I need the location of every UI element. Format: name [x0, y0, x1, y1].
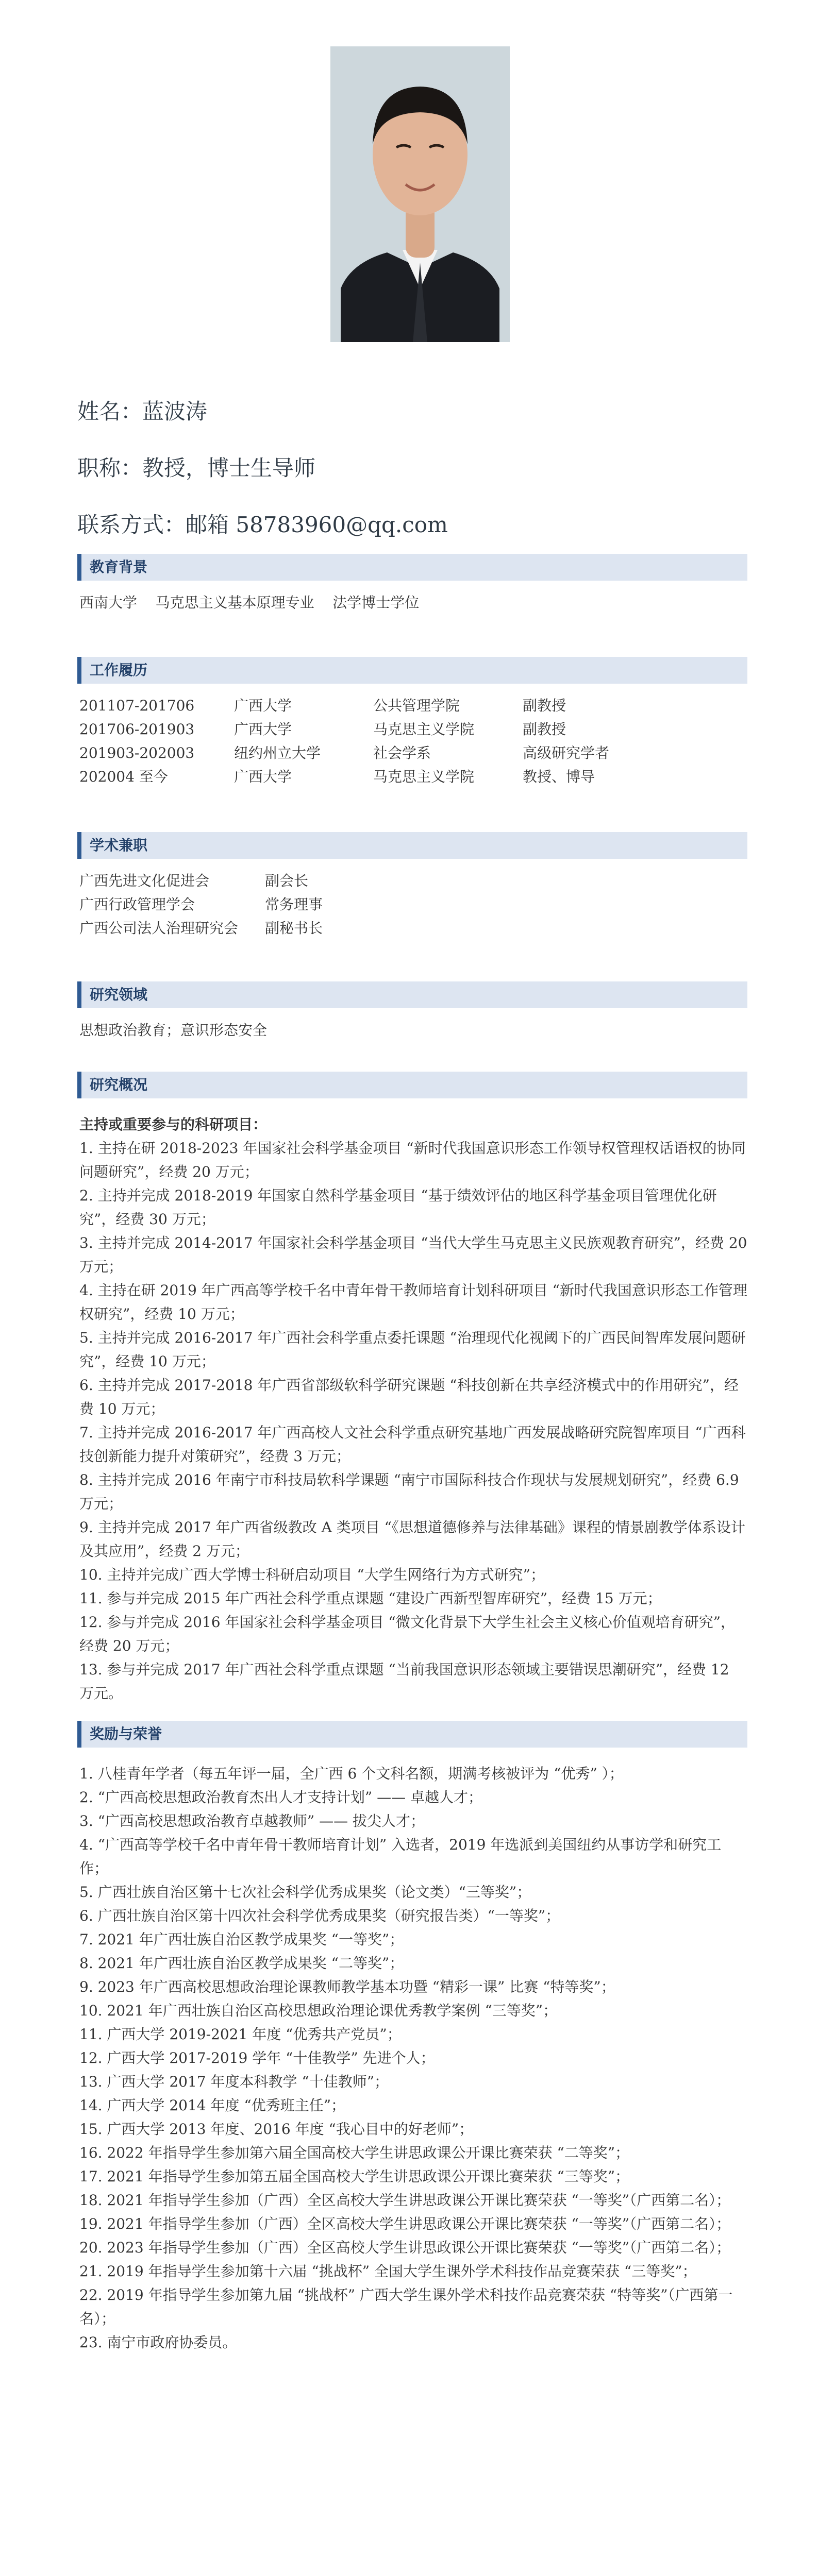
work-row: [79, 765, 747, 789]
award-item: 14. 广西大学 2014 年度 “优秀班主任”；: [79, 2097, 346, 2114]
work-position: 高级研究学者: [523, 744, 610, 761]
work-institution: 广西大学: [234, 721, 292, 738]
project-item: 11. 参与并完成 2015 年广西社会科学重点课题 “建设广西新型智库研究”，经费 15 万元；: [79, 1590, 662, 1607]
project-item: 6. 主持并完成 2017-2018 年广西省部级软科学研究课题 “科技创新在共享经济模式中的作用研究”，经费 10 万元；: [79, 1377, 739, 1417]
awards-section: [77, 1721, 747, 2354]
award-item: 5. 广西壮族自治区第十七次社会科学优秀成果奖（论文类）“三等奖”；: [79, 1884, 531, 1901]
award-item: 22. 2019 年指导学生参加第九届 “挑战杯” 广西大学生课外学术科技作品竞赛荣获 “特等奖”（广西第一名）；: [79, 2286, 733, 2327]
work-department: 马克思主义学院: [373, 768, 475, 785]
work-period: 202004 至今: [79, 768, 168, 785]
academic-section: [77, 832, 747, 940]
award-item: 8. 2021 年广西壮族自治区教学成果奖 “二等奖”；: [79, 1955, 404, 1972]
work-position: 副教授: [523, 697, 566, 714]
project-item: 8. 主持并完成 2016 年南宁市科技局软科学课题 “南宁市国际科技合作现状与发展规划研究”，经费 6.9 万元；: [79, 1471, 739, 1512]
award-item: 9. 2023 年广西高校思想政治理论课教师教学基本功暨 “精彩一课” 比赛 “特等奖”；: [79, 1978, 615, 1995]
field-text: 思想政治教育；意识形态安全: [79, 1022, 268, 1039]
work-row: [79, 694, 747, 718]
basic-info: [77, 397, 448, 567]
education-text: 西南大学 马克思主义基本原理专业 法学博士学位: [79, 594, 420, 611]
academic-org: 广西行政管理学会: [79, 896, 195, 913]
academic-role: 常务理事: [265, 896, 323, 913]
project-item: 9. 主持并完成 2017 年广西省级教改 A 类项目 “《思想道德修养与法律基础》课程的情景剧教学体系设计及其应用”，经费 2 万元；: [79, 1519, 745, 1560]
profile-photo: [330, 46, 510, 342]
award-item: 6. 广西壮族自治区第十四次社会科学优秀成果奖（研究报告类）“一等奖”；: [79, 1907, 560, 1924]
award-item: 19. 2021 年指导学生参加（广西）全区高校大学生讲思政课公开课比赛荣获 “一等奖”（广西第二名）；: [79, 2215, 731, 2232]
project-item: 12. 参与并完成 2016 年国家社会科学基金项目 “微文化背景下大学生社会主义核心价值观培育研究”，经费 20 万元；: [79, 1614, 736, 1654]
award-item: 23. 南宁市政府协委员。: [79, 2334, 237, 2351]
award-item: 11. 广西大学 2019-2021 年度 “优秀共产党员”；: [79, 2026, 402, 2043]
projects-header: 研究概况: [77, 1072, 747, 1098]
name-line: 姓名：蓝波涛: [77, 399, 208, 424]
awards-header: 奖励与荣誉: [77, 1721, 747, 1748]
work-department: 公共管理学院: [373, 697, 460, 714]
award-item: 18. 2021 年指导学生参加（广西）全区高校大学生讲思政课公开课比赛荣获 “一等奖”（广西第二名）；: [79, 2192, 731, 2209]
award-item: 17. 2021 年指导学生参加第五届全国高校大学生讲思政课公开课比赛荣获 “三等奖”；: [79, 2168, 630, 2185]
project-item: 3. 主持并完成 2014-2017 年国家社会科学基金项目 “当代大学生马克思主义民族观教育研究”，经费 20 万元；: [79, 1234, 747, 1275]
work-department: 马克思主义学院: [373, 721, 475, 738]
academic-org: 广西公司法人治理研究会: [79, 920, 239, 937]
award-item: 16. 2022 年指导学生参加第六届全国高校大学生讲思政课公开课比赛荣获 “二等奖”；: [79, 2144, 630, 2161]
academic-row: [79, 893, 747, 917]
project-item: 5. 主持并完成 2016-2017 年广西社会科学重点委托课题 “治理现代化视阈下的广西民间智库发展问题研究”，经费 10 万元；: [79, 1329, 746, 1370]
work-row: [79, 718, 747, 741]
title-line: 职称：教授，博士生导师: [77, 455, 316, 481]
work-position: 教授、博导: [523, 768, 595, 785]
education-header: 教育背景: [77, 554, 747, 581]
award-item: 2. “广西高校思想政治教育杰出人才支持计划” —— 卓越人才；: [79, 1789, 483, 1806]
projects-title: 主持或重要参与的科研项目：: [79, 1116, 268, 1133]
contact-line: 联系方式：邮箱 58783960@qq.com: [77, 512, 448, 537]
project-item: 13. 参与并完成 2017 年广西社会科学重点课题 “当前我国意识形态领域主要错误思潮研究”，经费 12 万元。: [79, 1661, 729, 1702]
award-item: 1. 八桂青年学者（每五年评一届，全广西 6 个文科名额，期满考核被评为 “优秀” ）；: [79, 1765, 624, 1782]
project-item: 7. 主持并完成 2016-2017 年广西高校人文社会科学重点研究基地广西发展战略研究院智库项目 “广西科技创新能力提升对策研究”，经费 3 万元；: [79, 1424, 746, 1465]
award-item: 7. 2021 年广西壮族自治区教学成果奖 “一等奖”；: [79, 1931, 404, 1948]
academic-header: 学术兼职: [77, 832, 747, 859]
academic-role: 副会长: [265, 872, 309, 889]
work-header: 工作履历: [77, 657, 747, 684]
academic-row: [79, 917, 747, 940]
field-header: 研究领域: [77, 981, 747, 1008]
award-item: 3. “广西高校思想政治教育卓越教师” —— 拔尖人才；: [79, 1812, 425, 1829]
award-item: 4. “广西高等学校千名中青年骨干教师培育计划” 入选者，2019 年选派到美国纽约从事访学和研究工作；: [79, 1836, 722, 1877]
work-position: 副教授: [523, 721, 566, 738]
award-item: 21. 2019 年指导学生参加第十六届 “挑战杯” 全国大学生课外学术科技作品竞赛荣获 “三等奖”；: [79, 2263, 697, 2280]
work-institution: 广西大学: [234, 768, 292, 785]
work-institution: 广西大学: [234, 697, 292, 714]
projects-section: [77, 1072, 747, 1705]
field-section: [77, 981, 747, 1042]
academic-org: 广西先进文化促进会: [79, 872, 210, 889]
project-item: 2. 主持并完成 2018-2019 年国家自然科学基金项目 “基于绩效评估的地区科学基金项目管理优化研究”，经费 30 万元；: [79, 1187, 717, 1228]
academic-row: [79, 869, 747, 893]
work-period: 201903-202003: [79, 744, 195, 761]
work-department: 社会学系: [373, 744, 431, 761]
project-item: 1. 主持在研 2018-2023 年国家社会科学基金项目 “新时代我国意识形态工作领导权管理权话语权的协同问题研究”，经费 20 万元；: [79, 1140, 746, 1180]
work-section: [77, 657, 747, 789]
project-item: 4. 主持在研 2019 年广西高等学校千名中青年骨干教师培育计划科研项目 “新时代我国意识形态工作管理权研究”，经费 10 万元；: [79, 1282, 747, 1323]
award-item: 15. 广西大学 2013 年度、2016 年度 “我心目中的好老师”；: [79, 2121, 474, 2138]
award-item: 13. 广西大学 2017 年度本科教学 “十佳教师”；: [79, 2073, 389, 2090]
project-item: 10. 主持并完成广西大学博士科研启动项目 “大学生网络行为方式研究”；: [79, 1566, 545, 1583]
work-period: 201107-201706: [79, 697, 195, 714]
award-item: 12. 广西大学 2017-2019 学年 “十佳教学” 先进个人；: [79, 2049, 435, 2066]
work-period: 201706-201903: [79, 721, 195, 738]
work-row: [79, 741, 747, 765]
education-section: [77, 554, 747, 615]
academic-role: 副秘书长: [265, 920, 323, 937]
award-item: 10. 2021 年广西壮族自治区高校思想政治理论课优秀教学案例 “三等奖”；: [79, 2002, 558, 2019]
award-item: 20. 2023 年指导学生参加（广西）全区高校大学生讲思政课公开课比赛荣获 “一等奖”（广西第二名）；: [79, 2239, 731, 2256]
work-institution: 纽约州立大学: [234, 744, 321, 761]
